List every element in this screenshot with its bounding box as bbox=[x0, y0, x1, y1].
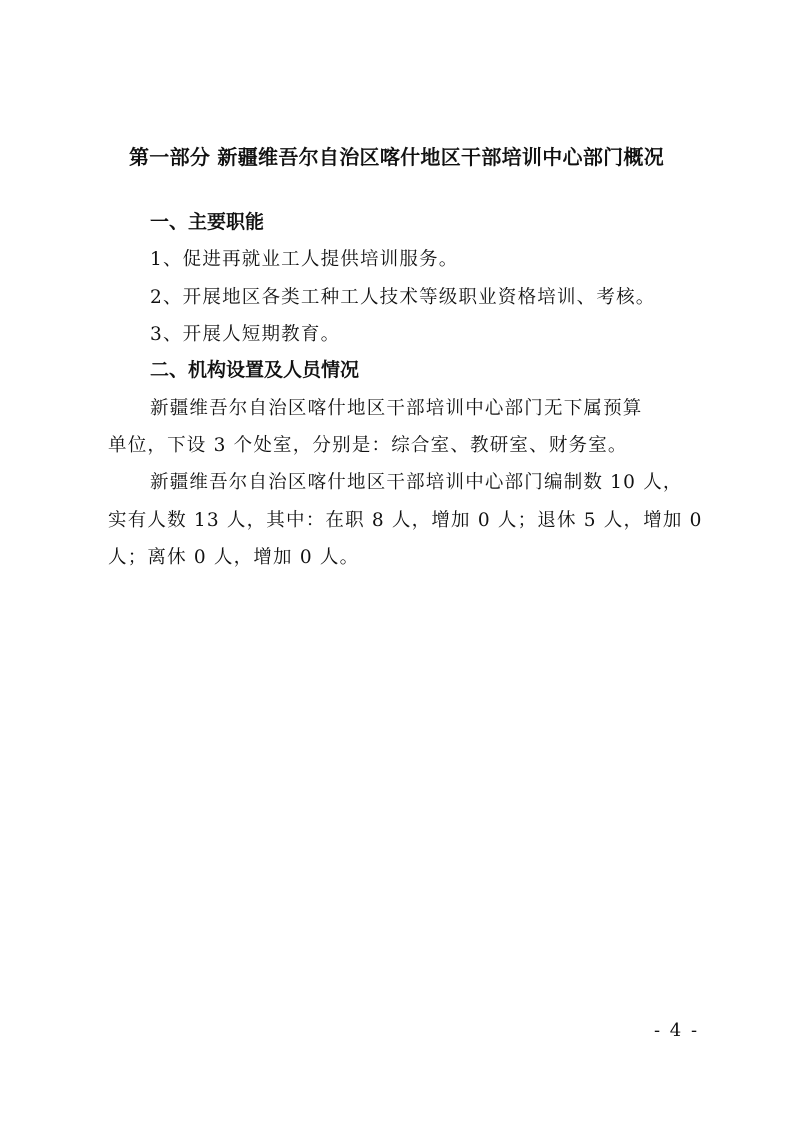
paragraph-line: 新疆维吾尔自治区喀什地区干部培训中心部门无下属预算 bbox=[150, 398, 643, 419]
section-heading-main-functions: 一、主要职能 bbox=[150, 211, 265, 233]
page-number: - 4 - bbox=[654, 1020, 700, 1041]
paragraph-line: 新疆维吾尔自治区喀什地区干部培训中心部门编制数 10 人， bbox=[150, 472, 683, 493]
page-title: 第一部分 新疆维吾尔自治区喀什地区干部培训中心部门概况 bbox=[128, 145, 665, 169]
paragraph-line: 单位，下设 3 个处室，分别是：综合室、教研室、财务室。 bbox=[108, 435, 628, 456]
function-item: 3、开展人短期教育。 bbox=[150, 324, 341, 345]
paragraph-line: 人；离休 0 人，增加 0 人。 bbox=[108, 547, 360, 568]
function-item: 1、促进再就业工人提供培训服务。 bbox=[150, 249, 459, 270]
section-heading-organization: 二、机构设置及人员情况 bbox=[150, 359, 360, 381]
function-item: 2、开展地区各类工种工人技术等级职业资格培训、考核。 bbox=[150, 287, 656, 308]
paragraph-line: 实有人数 13 人，其中：在职 8 人，增加 0 人；退休 5 人，增加 0 bbox=[108, 510, 703, 531]
